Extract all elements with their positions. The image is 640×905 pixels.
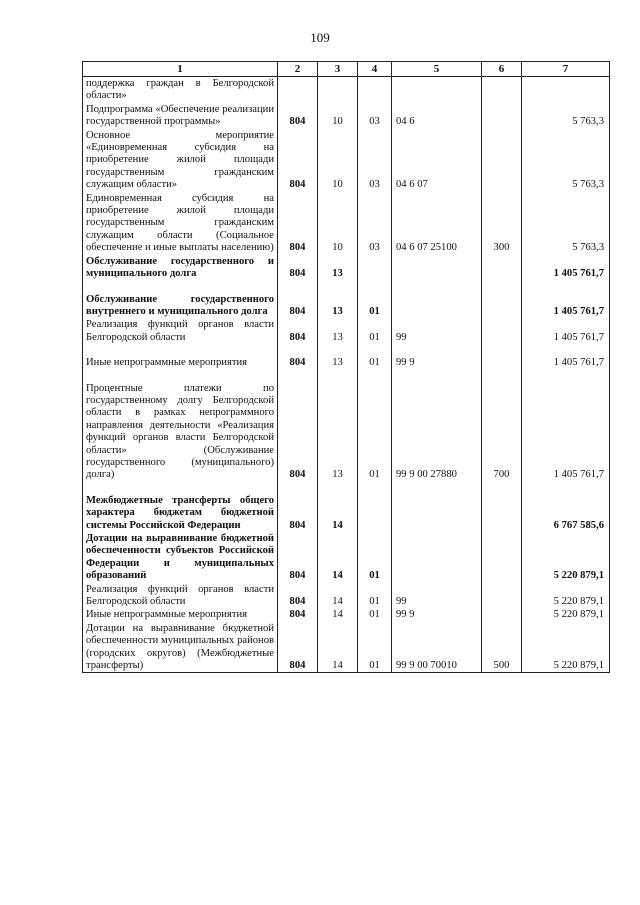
row-name: Межбюджетные трансферты общего характера бюджетам бюджетной системы Российской Федерации (83, 494, 278, 532)
row-vr (482, 103, 522, 129)
row-sum: 5 220 879,1 (522, 608, 610, 621)
row-name: Иные непрограммные мероприятия (83, 356, 278, 369)
row-csr: 99 9 00 70010 (392, 622, 482, 673)
row-ps (358, 494, 392, 532)
row-rz: 804 (278, 622, 318, 673)
row-pr: 14 (318, 608, 358, 621)
row-name: Процентные платежи по государственному долгу Белгородской области в рамках непрограммного направления деятельности «Реализация функций органов власти Белгородской области» (Обслуживание государственного (муниципального) долга) (83, 382, 278, 482)
row-vr (482, 255, 522, 281)
row-name: Обслуживание государственного и муниципального долга (83, 255, 278, 281)
row-ps: 03 (358, 129, 392, 192)
header-cell: 6 (482, 62, 522, 77)
table-row (83, 608, 610, 621)
row-csr: 99 9 (392, 356, 482, 369)
row-ps (358, 77, 392, 103)
spacer-row (83, 370, 610, 382)
row-ps: 01 (358, 608, 392, 621)
budget-table (82, 61, 610, 673)
row-vr (482, 356, 522, 369)
row-rz: 804 (278, 532, 318, 583)
header-row (83, 62, 610, 77)
header-cell: 5 (392, 62, 482, 77)
row-vr (482, 583, 522, 609)
row-pr: 10 (318, 192, 358, 255)
row-vr: 300 (482, 192, 522, 255)
header-cell: 4 (358, 62, 392, 77)
row-name: Реализация функций органов власти Белгородской области (83, 318, 278, 344)
row-rz: 804 (278, 255, 318, 281)
row-sum: 1 405 761,7 (522, 318, 610, 344)
table-row (83, 77, 610, 103)
row-name: Обслуживание государственного внутреннего и муниципального долга (83, 293, 278, 319)
row-sum: 5 763,3 (522, 192, 610, 255)
row-csr: 99 9 (392, 608, 482, 621)
header-cell: 3 (318, 62, 358, 77)
row-rz: 804 (278, 318, 318, 344)
row-csr: 99 (392, 583, 482, 609)
row-rz: 804 (278, 382, 318, 482)
row-vr: 700 (482, 382, 522, 482)
spacer-row (83, 344, 610, 356)
row-pr: 10 (318, 129, 358, 192)
table-row (83, 129, 610, 192)
row-pr: 10 (318, 103, 358, 129)
spacer-row (83, 281, 610, 293)
row-sum: 1 405 761,7 (522, 255, 610, 281)
row-name: Дотации на выравнивание бюджетной обеспеченности субъектов Российской Федерации и муниципальных образований (83, 532, 278, 583)
table-row (83, 622, 610, 673)
row-pr: 14 (318, 583, 358, 609)
row-vr (482, 318, 522, 344)
row-pr: 13 (318, 356, 358, 369)
header-cell: 1 (83, 62, 278, 77)
row-sum (522, 77, 610, 103)
row-csr (392, 255, 482, 281)
row-pr: 14 (318, 622, 358, 673)
row-csr: 99 (392, 318, 482, 344)
row-name: Иные непрограммные мероприятия (83, 608, 278, 621)
row-csr: 99 9 00 27880 (392, 382, 482, 482)
row-vr (482, 494, 522, 532)
row-vr (482, 608, 522, 621)
row-name: Дотации на выравнивание бюджетной обеспеченности муниципальных районов (городских округов) (Межбюджетные трансферты) (83, 622, 278, 673)
row-pr: 13 (318, 293, 358, 319)
row-vr (482, 129, 522, 192)
table-row (83, 103, 610, 129)
row-csr (392, 77, 482, 103)
table-row (83, 532, 610, 583)
row-csr (392, 293, 482, 319)
table-row (83, 192, 610, 255)
row-sum: 5 763,3 (522, 129, 610, 192)
row-ps: 01 (358, 532, 392, 583)
row-vr: 500 (482, 622, 522, 673)
table-row (83, 255, 610, 281)
row-ps: 03 (358, 192, 392, 255)
table-row (83, 356, 610, 369)
header-cell: 7 (522, 62, 610, 77)
row-pr: 14 (318, 532, 358, 583)
row-rz: 804 (278, 356, 318, 369)
row-ps: 03 (358, 103, 392, 129)
row-vr (482, 532, 522, 583)
table-row (83, 494, 610, 532)
row-rz: 804 (278, 608, 318, 621)
row-sum: 5 763,3 (522, 103, 610, 129)
row-ps: 01 (358, 583, 392, 609)
row-pr: 14 (318, 494, 358, 532)
row-rz: 804 (278, 192, 318, 255)
row-pr (318, 77, 358, 103)
row-ps: 01 (358, 382, 392, 482)
row-sum: 5 220 879,1 (522, 532, 610, 583)
table-row (83, 382, 610, 482)
row-vr (482, 77, 522, 103)
row-sum: 5 220 879,1 (522, 622, 610, 673)
row-pr: 13 (318, 382, 358, 482)
row-rz: 804 (278, 583, 318, 609)
row-ps: 01 (358, 318, 392, 344)
row-vr (482, 293, 522, 319)
row-name: поддержка граждан в Белгородской области» (83, 77, 278, 103)
row-csr (392, 494, 482, 532)
row-sum: 1 405 761,7 (522, 293, 610, 319)
row-sum: 5 220 879,1 (522, 583, 610, 609)
row-csr: 04 6 07 25100 (392, 192, 482, 255)
table-row (83, 293, 610, 319)
row-csr (392, 532, 482, 583)
row-sum: 6 767 585,6 (522, 494, 610, 532)
row-pr: 13 (318, 255, 358, 281)
row-name: Основное мероприятие «Единовременная субсидия на приобретение жилой площади государственным гражданским служащим области» (83, 129, 278, 192)
row-pr: 13 (318, 318, 358, 344)
row-ps: 01 (358, 622, 392, 673)
row-rz: 804 (278, 129, 318, 192)
header-cell: 2 (278, 62, 318, 77)
row-csr: 04 6 07 (392, 129, 482, 192)
row-rz: 804 (278, 293, 318, 319)
row-sum: 1 405 761,7 (522, 356, 610, 369)
row-rz (278, 77, 318, 103)
row-ps: 01 (358, 293, 392, 319)
row-ps (358, 255, 392, 281)
row-rz: 804 (278, 494, 318, 532)
spacer-row (83, 482, 610, 494)
row-sum: 1 405 761,7 (522, 382, 610, 482)
row-name: Реализация функций органов власти Белгородской области (83, 583, 278, 609)
table-row (83, 318, 610, 344)
row-name: Единовременная субсидия на приобретение жилой площади государственным гражданским служащим области (Социальное обеспечение и иные выплаты населению) (83, 192, 278, 255)
row-name: Подпрограмма «Обеспечение реализации государственной программы» (83, 103, 278, 129)
row-csr: 04 6 (392, 103, 482, 129)
page-number: 109 (310, 30, 330, 45)
table-row (83, 583, 610, 609)
row-ps: 01 (358, 356, 392, 369)
row-rz: 804 (278, 103, 318, 129)
